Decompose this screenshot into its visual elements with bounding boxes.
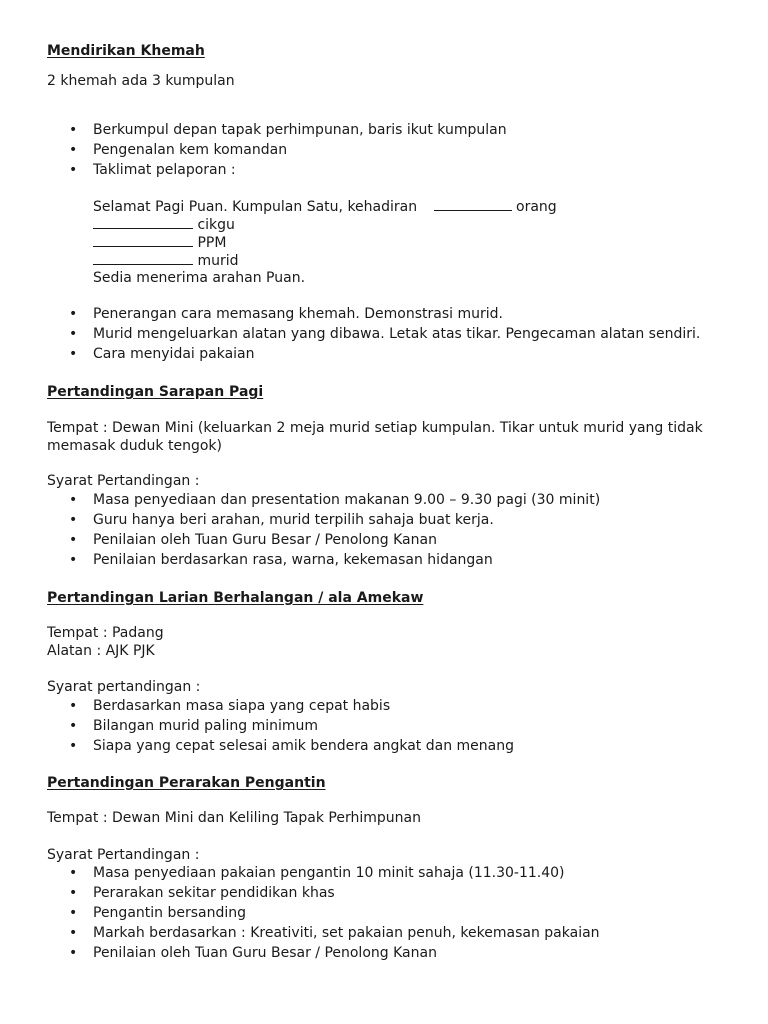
list-item: Markah berdasarkan : Kreativiti, set pakaian penuh, kekemasan pakaian — [93, 925, 600, 941]
list-item: Masa penyediaan pakaian pengantin 10 minit sahaja (11.30-11.40) — [93, 865, 565, 881]
list-item: Penilaian oleh Tuan Guru Besar / Penolong Kanan — [93, 532, 437, 548]
section-title-sarapan: Pertandingan Sarapan Pagi — [47, 384, 264, 400]
report-line-3-label: PPM — [197, 235, 227, 251]
khemah-intro: 2 khemah ada 3 kumpulan — [47, 73, 235, 89]
bullet-icon: • — [69, 885, 78, 901]
sarapan-syarat-label: Syarat Pertandingan : — [47, 473, 200, 489]
list-item: Masa penyediaan dan presentation makanan 9.00 – 9.30 pagi (30 minit) — [93, 492, 601, 508]
bullet-icon: • — [69, 552, 78, 568]
larian-alatan: Alatan : AJK PJK — [47, 643, 155, 659]
report-line-3 — [93, 233, 226, 252]
list-item: Siapa yang cepat selesai amik bendera angkat dan menang — [93, 738, 514, 754]
ppm-blank — [93, 233, 193, 247]
bullet-icon: • — [69, 306, 78, 322]
list-item: Pengantin bersanding — [93, 905, 247, 921]
report-line-1 — [93, 197, 557, 216]
murid-blank — [93, 251, 193, 265]
list-item: Perarakan sekitar pendidikan khas — [93, 885, 335, 901]
bullet-icon: • — [69, 512, 78, 528]
bullet-icon: • — [69, 925, 78, 941]
report-line-1-suffix: orang — [516, 199, 557, 215]
bullet-icon: • — [69, 122, 78, 138]
section-title-khemah: Mendirikan Khemah — [47, 43, 205, 59]
sarapan-tempat-line-1: Tempat : Dewan Mini (keluarkan 2 meja murid setiap kumpulan. Tikar untuk murid yang tidak — [47, 420, 703, 436]
report-line-4-label: murid — [197, 253, 239, 269]
list-item: Bilangan murid paling minimum — [93, 718, 319, 734]
list-item: Pengenalan kem komandan — [93, 142, 288, 158]
list-item: Murid mengeluarkan alatan yang dibawa. Letak atas tikar. Pengecaman alatan sendiri. — [93, 326, 701, 342]
section-title-perarakan: Pertandingan Perarakan Pengantin — [47, 775, 326, 791]
list-item: Penerangan cara memasang khemah. Demonstrasi murid. — [93, 306, 503, 322]
report-line-2-label: cikgu — [197, 217, 235, 233]
bullet-icon: • — [69, 492, 78, 508]
section-title-larian: Pertandingan Larian Berhalangan / ala Amekaw — [47, 590, 424, 606]
bullet-icon: • — [69, 162, 78, 178]
report-line-4 — [93, 251, 239, 270]
list-item: Berkumpul depan tapak perhimpunan, baris ikut kumpulan — [93, 122, 507, 138]
bullet-icon: • — [69, 738, 78, 754]
list-item: Taklimat pelaporan : — [93, 162, 236, 178]
attendance-blank — [434, 197, 512, 211]
perarakan-syarat-label: Syarat Pertandingan : — [47, 847, 200, 863]
report-line-2 — [93, 215, 235, 234]
report-line-1-prefix: Selamat Pagi Puan. Kumpulan Satu, kehadiran — [93, 199, 418, 215]
list-item: Penilaian oleh Tuan Guru Besar / Penolong Kanan — [93, 945, 437, 961]
bullet-icon: • — [69, 326, 78, 342]
cikgu-blank — [93, 215, 193, 229]
perarakan-tempat: Tempat : Dewan Mini dan Keliling Tapak Perhimpunan — [47, 810, 421, 826]
sarapan-tempat-line-2: memasak duduk tengok) — [47, 438, 222, 454]
list-item: Cara menyidai pakaian — [93, 346, 255, 362]
bullet-icon: • — [69, 346, 78, 362]
bullet-icon: • — [69, 532, 78, 548]
list-item: Berdasarkan masa siapa yang cepat habis — [93, 698, 391, 714]
bullet-icon: • — [69, 698, 78, 714]
list-item: Penilaian berdasarkan rasa, warna, kekemasan hidangan — [93, 552, 493, 568]
report-line-5: Sedia menerima arahan Puan. — [93, 270, 306, 286]
larian-tempat: Tempat : Padang — [47, 625, 164, 641]
larian-syarat-label: Syarat pertandingan : — [47, 679, 201, 695]
bullet-icon: • — [69, 718, 78, 734]
bullet-icon: • — [69, 865, 78, 881]
bullet-icon: • — [69, 905, 78, 921]
bullet-icon: • — [69, 945, 78, 961]
bullet-icon: • — [69, 142, 78, 158]
list-item: Guru hanya beri arahan, murid terpilih sahaja buat kerja. — [93, 512, 494, 528]
